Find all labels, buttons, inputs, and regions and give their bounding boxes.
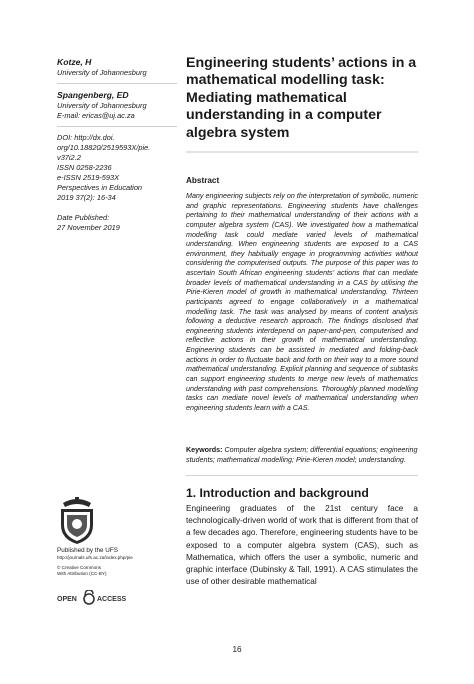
keywords <box>186 446 418 465</box>
section-heading: 1. Introduction and background <box>186 486 369 500</box>
title-divider <box>186 151 418 153</box>
publish-date: 27 November 2019 <box>57 223 120 232</box>
author-block-2 <box>57 90 177 127</box>
open-access-icon <box>57 590 137 606</box>
citation: 2019 37(2): 16-34 <box>57 193 116 202</box>
journal-name: Perspectives in Education <box>57 183 143 192</box>
author-affiliation: University of Johannesburg <box>57 68 147 77</box>
published-by: Published by the UFS <box>57 547 118 554</box>
author-info-column <box>57 57 177 233</box>
keywords-text: Computer algebra system; differential equations; engineering students; mathematical modelling; Pirie-Kieren model; understanding. <box>186 446 418 464</box>
author-email[interactable]: E-mail: ericas@uj.ac.za <box>57 111 135 120</box>
section-body: Engineering graduates of the 21st century face a technologically-driven world of work that is different from that of a few decades ago. Therefore, engineering students have to be exposed to a computer algebra system (CAS), such as Mathematica, which offers the user a symbolic, numeric and graphic interface (Dubinsky & Tall, 1991). A CAS stimulates the use of other desirable mathematical <box>186 504 418 587</box>
license-line-2: With Attribution (CC-BY) <box>57 571 107 576</box>
eissn: e-ISSN 2519-593X <box>57 173 120 182</box>
ufs-logo-icon <box>57 495 97 545</box>
paper-title: Engineering students’ actions in a mathematical modelling task: Mediating mathematical understanding in a computer algebra system <box>186 55 417 141</box>
keywords-divider <box>186 475 418 476</box>
publisher-info <box>57 547 177 577</box>
abstract-text: Many engineering subjects rely on the interpretation of symbolic, numeric and graphic representations. Engineering students have challenges pertaining to their mathematical understanding of their actions with a computer algebra system (CAS). We investigated how a mathematical modelling task could mediate varied levels of mathematical understanding. When engineering students are exposed to a CAS environment, they habitually engage in programming activities without considering the computerised outputs. The purpose of this paper was to ascertain South African engineering students’ actions that can mediate broader levels of mathematical understanding in a CAS by utilising the Pirie-Kieren model of growth in mathematical understanding. Thirteen participants agreed to engage collaboratively in a mathematical modelling task. The task was analysed by means of content analysis following a deductive research approach. The findings disclosed that engineering students interdepend on paper-and-pen, computerised and reflective actions in their growth of mathematical understanding. Engineering students can be assisted in mediated and folding-back actions in order to fluctuate back and forth on their way to a more sound mathematical understanding. Explicit planning and sequence of subtasks can support engineering students to merge new levels of mathematics understanding with past comprehensions. Thoroughly planned modelling tasks can mediate novel levels of mathematical understanding when engineering students learn with a CAS. <box>186 192 418 412</box>
doi-link[interactable]: DOI: http://dx.doi. org/10.18820/2519593X/pie. v37i2.2 <box>57 133 151 162</box>
issn: ISSN 0258-2236 <box>57 163 112 172</box>
journal-url[interactable]: http://journals.ufs.ac.za/index.php/pie <box>57 555 133 560</box>
abstract-heading: Abstract <box>186 176 220 185</box>
open-access-right-text: ACCESS <box>97 596 127 603</box>
license-line-1: © Creative Commons <box>57 565 101 570</box>
author-affiliation: University of Johannesburg <box>57 101 147 110</box>
date-label: Date Published: <box>57 213 110 222</box>
keywords-label: Keywords: <box>186 446 223 454</box>
author-name: Kotze, H <box>57 57 92 67</box>
open-access-left-text: OPEN <box>57 596 77 603</box>
page-number: 16 <box>232 645 242 654</box>
author-block-1 <box>57 57 177 84</box>
author-name: Spangenberg, ED <box>57 90 129 100</box>
